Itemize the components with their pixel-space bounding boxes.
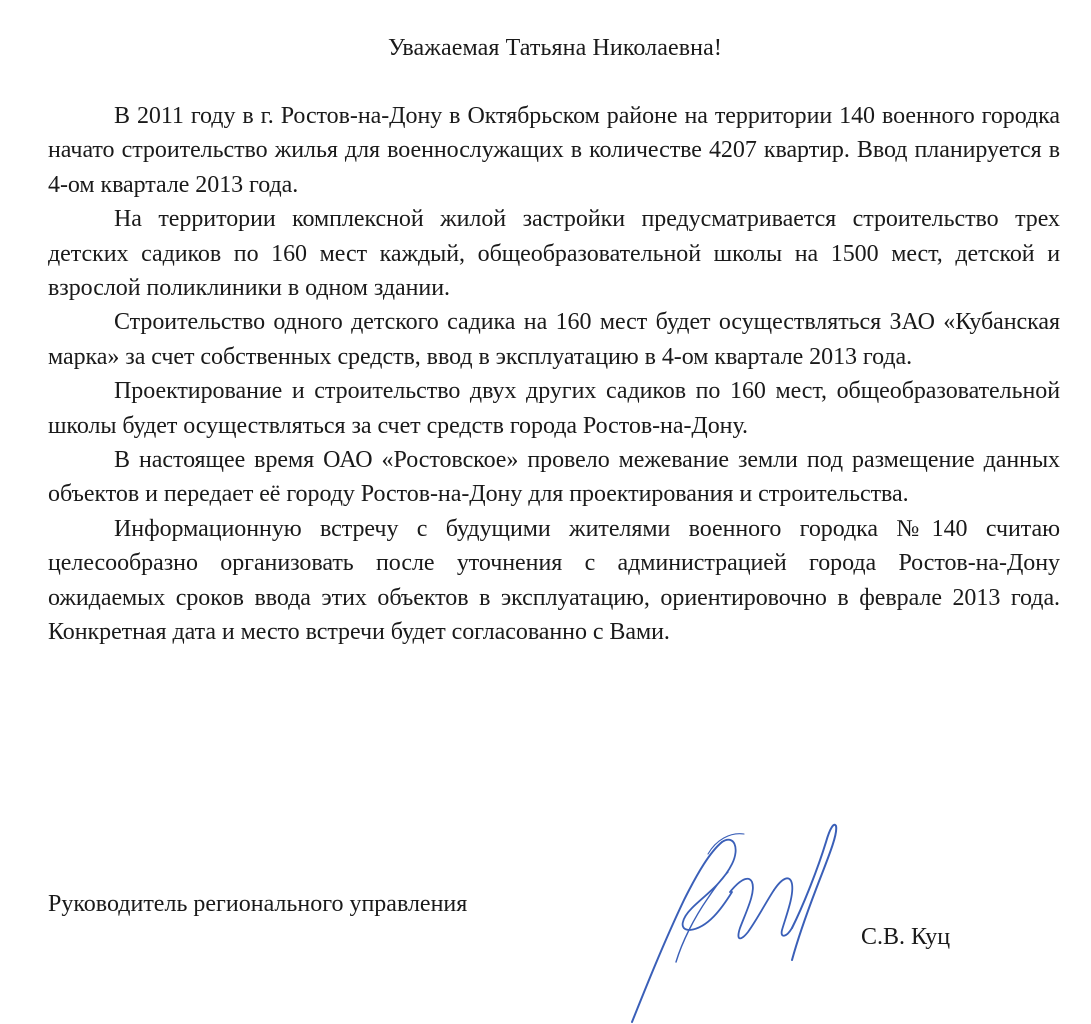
paragraph-2: На территории комплексной жилой застройки предусматривается строительство трех детских садиков по 160 мест каждый, общеобразовательной школы на 1500 мест, детской и взрослой поликлиники в одном здании. [48,206,1060,302]
letter-greeting: Уважаемая Татьяна Николаевна! [388,35,722,61]
paragraph-5: В настоящее время ОАО «Ростовское» провело межевание земли под размещение данных объектов и передает её городу Ростов-на-Дону для проектирования и строительства. [48,447,1060,508]
letter-body [48,99,1060,650]
handwritten-signature [612,812,872,1024]
paragraph-6: Информационную встречу с будущими жителями военного городка №140 считаю целесообразно организовать после уточнения с администрацией города Ростов-на-Дону ожидаемых сроков ввода этих объектов в эксплуатацию, ориентировочно в феврале 2013 года. Конкретная дата и место встречи будет согласованно с Вами. [48,515,1060,646]
paragraph-3: Строительство одного детского садика на 160 мест будет осуществляться ЗАО «Кубанская марка» за счет собственных средств, ввод в эксплуатацию в 4-ом квартале 2013 года. [48,309,1060,370]
signer-name: С.В. Куц [861,924,951,950]
signer-title: Руководитель регионального управления [48,891,468,917]
paragraph-4: Проектирование и строительство двух других садиков по 160 мест, общеобразовательной школы будет осуществляться за счет средств города Ростов-на-Дону. [48,378,1060,439]
paragraph-1: В 2011 году в г. Ростов-на-Дону в Октябрьском районе на территории 140 военного городка начато строительство жилья для военнослужащих в количестве 4207 квартир. Ввод планируется в 4-ом квартале 2013 года. [48,103,1060,198]
